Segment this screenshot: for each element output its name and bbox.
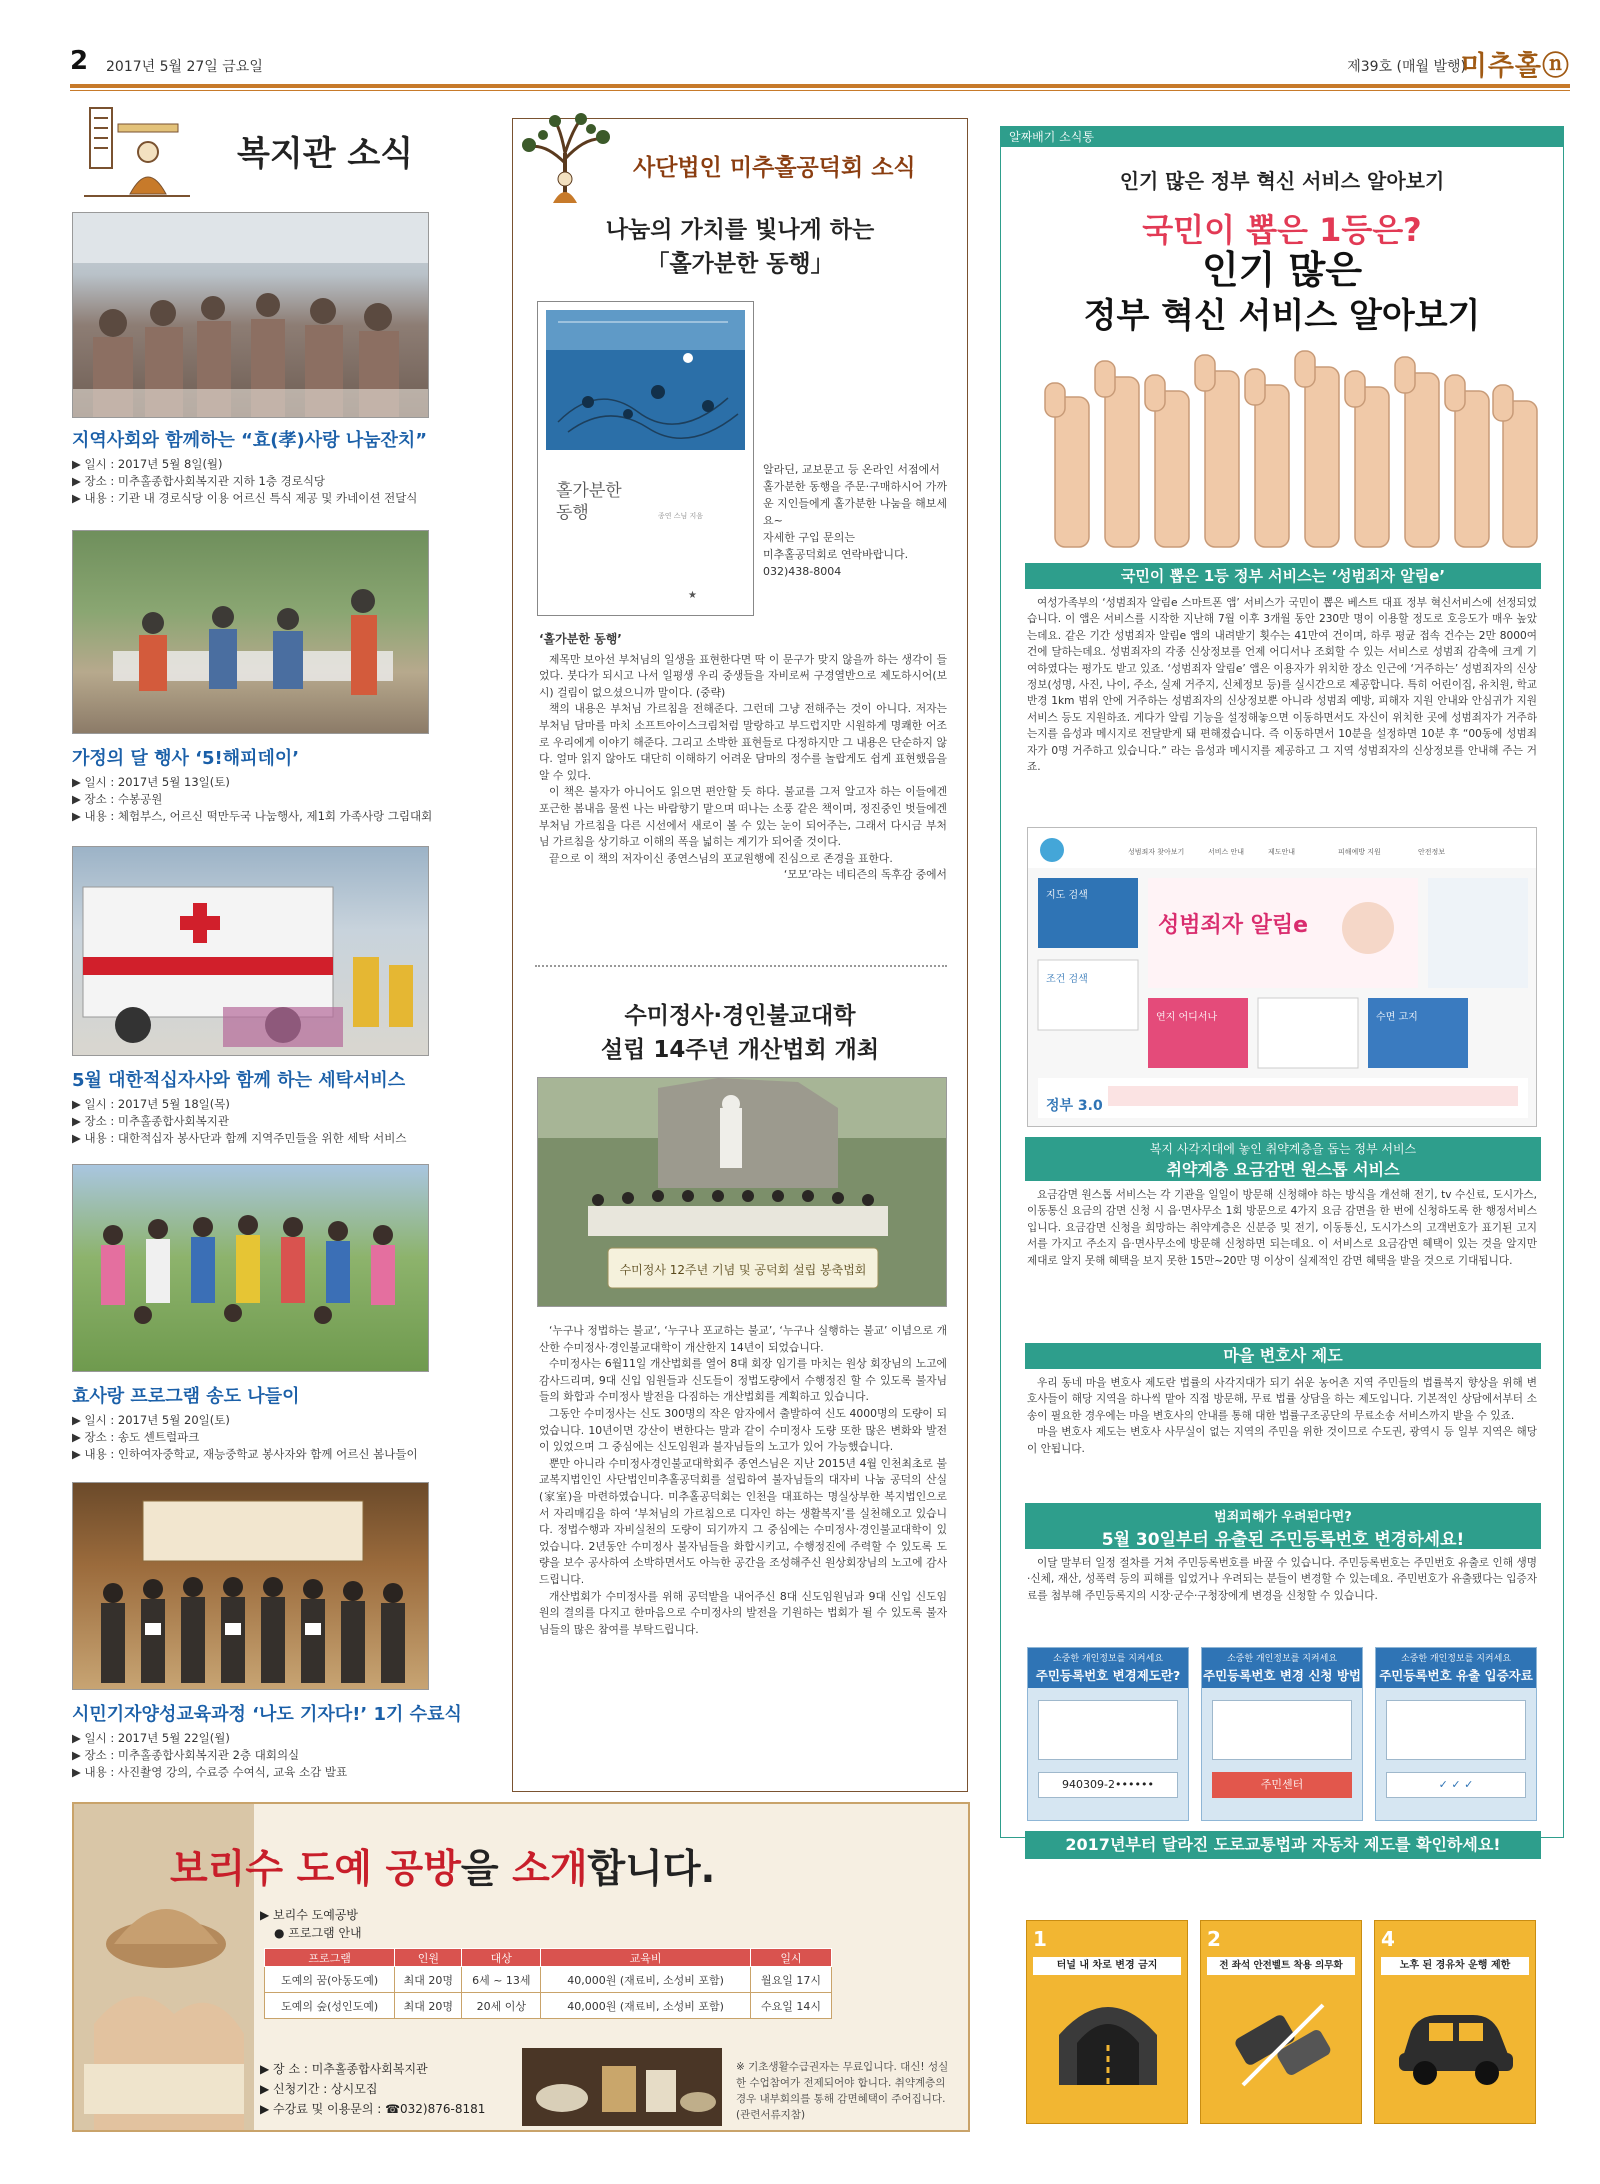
tree-monk-icon: [515, 113, 615, 205]
story-title: 5월 대한적십자사와 함께 하는 세탁서비스: [72, 1070, 406, 1091]
page-header: [70, 44, 1570, 84]
svg-text:종연 스님 지음: 종연 스님 지음: [658, 512, 704, 520]
svg-text:인기 많은: 인기 많은: [1201, 248, 1363, 292]
article-divider: [535, 965, 947, 967]
story-title: 가정의 달 행사 ‘5!해피데이’: [72, 748, 300, 769]
article2-headline: 수미정사·경인불교대학 설립 14주년 개산법회 개최: [600, 1003, 880, 1063]
monk-at-desk-icon: [82, 104, 192, 200]
pottery-workshop-ad: [72, 1802, 970, 2132]
sex-offender-alert-body: 여성가족부의 ‘성범죄자 알림e 스마트폰 앱’ 서비스가 국민이 뽑은 베스트 대표 정부 혁신서비스에 선정되었습니다. 이 앱은 서비스를 시작한 지난해 7월 이후 3개월 동안 230만 명이 이용할 정도로 호응도가 매우 높았는데요. 같은 기간 성범죄자 알림e 앱의 내려받기 횟수는 41만여 건이며, 하루 평균 접속 건수는 2만 8000여 건에 달하는데요. 성범죄자의 각종 신상정보를 언제 어디서나 조회할 수 있는 서비스로 성범죄 감축에 크게 기여하였다는 평가도 받고 있죠. ‘성범죄자 알림e’ 앱은 이용자가 위치한 장소 인근에 ‘거주하는’ 성범죄자의 신상정보(성명, 사진, 나이, 주소, 실제 거주지, 신체정보 등)를 실시간으로 제공합니다. 특히 어린이집, 유치원, 학교 반경 1km 범위 안에 거주하는 성범죄자의 신상정보뿐 아니라 성범죄 예방, 피해자 지원 안내와 안심귀가 지원 서비스 등도 지원하죠. 게다가 알림 기능을 설정해놓으면 이동하면서도 자신이 위치한 곳에 성범죄자가 거주하는지를 음성과 메시지로 전달받게 돼 편해졌습니다. 즉 이동하면서 10분을 설정하면 10분 후 “00동에 성범죄자가 0명 거주하고 있습니다.” 라는 음성과 메시지를 제공하고 그 지역 성범죄자의 신상정보를 안내해 주는 거죠.: [1027, 597, 1537, 774]
story-title: 지역사회와 함께하는 “효(孝)사랑 나눔잔치”: [72, 430, 428, 451]
ad-workshop-name: ▶ 보리수 도예공방: [260, 1908, 359, 1922]
book-cover: [537, 301, 754, 616]
gov-column-title: 인기 많은 정부 혁신 서비스 알아보기: [1119, 169, 1445, 193]
band-village-lawyer: 마을 변호사 제도: [1025, 1343, 1541, 1369]
band-sex-offender-alert: 국민이 뽑은 1등 정부 서비스는 ‘성범죄자 알림e’: [1025, 563, 1541, 589]
ad-place: ▶ 장 소 : 미추홀종합사회복지관: [260, 2062, 428, 2076]
photo-happy-day-event: [72, 530, 429, 734]
photo-sumi-temple-anniversary: [537, 1077, 947, 1307]
gov-poster: [1015, 201, 1549, 561]
rrn-card: 소중한 개인정보를 지켜세요 주민등록번호 변경 신청 방법 주민센터: [1201, 1647, 1363, 1821]
svg-text:제도안내: 제도안내: [1268, 848, 1296, 856]
svg-text:수면 고지: 수면 고지: [1376, 1012, 1418, 1023]
gov-services-column: [1000, 126, 1564, 1854]
photo-songdo-outing: [72, 1164, 429, 1372]
svg-text:성범죄자 찾아보기: 성범죄자 찾아보기: [1128, 848, 1185, 856]
band-traffic-law: 2017년부터 달라진 도로교통법과 자동차 제도를 확인하세요!: [1025, 1831, 1541, 1859]
foundation-column: [512, 118, 968, 1792]
traffic-card: 4 노후 된 경유차 운행 제한: [1374, 1920, 1536, 2124]
table-row: 도예의 숲(성인도예) 최대 20명 20세 이상 40,000원 (재료비, 소성비 포함) 수요일 14시: [265, 1993, 832, 2019]
ad-note: ※ 기초생활수급권자는 무료입니다. 대신! 성실한 수업참여가 전제되어야 합니다. 취약계층의 경우 내부회의를 통해 감면혜택이 주어집니다. (관련서류지참): [736, 2061, 949, 2121]
photo-red-cross-laundry: [72, 846, 429, 1056]
ad-program-table: 프로그램 인원 대상 교육비 일시 도예의 꿈(아동도예) 최대 20명 6세 ~ 13세 40,000원 (재료비, 소성비 포함) 월요일 17시 도예의 숲(성인도예) 최대 20명 20세 이상 40,000원 (재료비, 소성비 포함) 수요일 14시: [264, 1948, 832, 2019]
issue-number: 제39호 (매월 발행): [1347, 59, 1466, 75]
svg-text:홀가분한: 홀가분한: [556, 481, 622, 501]
header-divider: [70, 84, 1570, 88]
car-icon: [1393, 1991, 1519, 2091]
band-rrn-change: 범죄피해가 우려된다면? 5월 30일부터 유출된 주민등록번호 변경하세요!: [1025, 1503, 1541, 1549]
ad-title: 보리수 도예 공방을 소개합니다.: [170, 1847, 716, 1892]
svg-text:피해예방 지원: 피해예방 지원: [1338, 848, 1381, 856]
story-title: 효사랑 프로그램 송도 나들이: [72, 1386, 300, 1407]
ad-period: ▶ 신청기간 : 상시모집: [260, 2082, 378, 2096]
newspaper-logo: 미추홀ⓝ: [1460, 51, 1570, 82]
svg-text:정부 혁신 서비스 알아보기: 정부 혁신 서비스 알아보기: [1083, 296, 1481, 336]
anniversary-article: ‘누구나 정법하는 불교’, ‘누구나 포교하는 불교’, ‘누구나 실행하는 불교’ 이념으로 개산한 수미정사·경인불교대학이 개산한지 14년이 되었습니다. 수미정사는 6월11일 개산법회를 열어 8대 회장 임기를 마치는 원상 회장님의 노고에 감사드리며, 9대 신입 임원들과 신도들이 정법도량에서 수행정진 할 수 있도록 불자님들의 화합과 수미정사 발전을 다짐하는 개산법회를 계획하고 있습니다. 그동안 수미정사는 신도 300명의 작은 암자에서 출발하여 신도 4000명의 도량이 되었습니다. 10년이면 강산이 변한다는 말과 같이 수미정사 도량 또한 많은 변화와 발전이 있었으며 그 중심에는 신도임원과 불자님들의 노고가 있어 가능했습니다. 뿐만 아니라 수미정사경인불교대학회주 종연스님은 지난 2015년 4월 인천최초로 불교복지법인인 사단법인미추홀공덕회를 설립하여 불자님들의 대자비 나눔 공덕의 산실(家室)을 마련하였습니다. 미추홀공덕회는 인천을 대표하는 명실상부한 복지법인으로서 자리매김을 하여 ‘부처님의 가르침으로 디자인 하는 생활복지’를 실천해오고 있습니다. 정법수행과 자비실천의 도량이 되기까지 그 중심에는 수미정사·경인불교대학이 있었습니다. 2년동안 수미정사 불자님들을 화합시키고, 수행정진에 주력할 수 있도록 도량을 보수 공사하여 소박하면서도 아늑한 공간을 조성해주신 원상회장님의 노고에 감사드립니다. 개산법회가 수미정사를 위해 공덕밭을 내어주신 8대 신도임원님과 9대 신입 신도임원의 결의를 다지고 한마음으로 수미정사의 발전을 기원하는 법회가 될 수 있도록 불자님들의 많은 참여를 부탁드립니다.: [539, 1324, 947, 1636]
story-info: ▶ 일시 : 2017년 5월 8일(월) ▶ 장소 : 미추홀종합사회복지관 지하 1층 경로식당 ▶ 내용 : 기관 내 경로식당 이용 어르신 특식 제공 및 카네이션 전달식: [72, 457, 418, 505]
svg-text:연지 어디서나: 연지 어디서나: [1156, 1012, 1218, 1023]
ad-program-label: ● 프로그램 안내: [274, 1926, 362, 1940]
svg-text:동행: 동행: [556, 503, 589, 523]
story-info: ▶ 일시 : 2017년 5월 22일(월) ▶ 장소 : 미추홀종합사회복지관 2층 대회의실 ▶ 내용 : 사진촬영 강의, 수료증 수여식, 교육 소감 발표: [72, 1731, 348, 1779]
story-info: ▶ 일시 : 2017년 5월 20일(토) ▶ 장소 : 송도 센트럴파크 ▶ 내용 : 인하여자중학교, 재능중학교 봉사자와 함께 어르신 봄나들이: [72, 1413, 418, 1461]
band-fee-reduction: 복지 사각지대에 놓인 취약계층을 돕는 정부 서비스 취약계층 요금감면 원스톱 서비스: [1025, 1137, 1541, 1181]
traffic-card: 2 전 좌석 안전벨트 착용 의무화: [1200, 1920, 1362, 2124]
rrn-change-body: 이달 말부터 일정 절차를 거쳐 주민등록번호를 바꿀 수 있습니다. 주민등록번호는 주민번호 유출로 인해 생명·신체, 재산, 성폭력 등의 피해를 입었거나 우려되는 분들이 변경할 수 있는데요. 주민번호가 유출됐다는 입증자료를 첨부해 주민등록지의 시장·군수·구청장에게 변경을 신청할 수 있습니다.: [1027, 1557, 1537, 1602]
header-divider-thin: [70, 90, 1570, 91]
column-tag: 알짜배기 소식통: [1001, 127, 1563, 147]
svg-text:성범죄자 알림e: 성범죄자 알림e: [1158, 913, 1309, 938]
story-info: ▶ 일시 : 2017년 5월 13일(토) ▶ 장소 : 수봉공원 ▶ 내용 : 체험부스, 어르신 떡만두국 나눔행사, 제1회 가족사랑 그림대회: [72, 775, 433, 823]
rrn-card: 소중한 개인정보를 지켜세요 주민등록번호 유출 입증자료 ✓ ✓ ✓: [1375, 1647, 1537, 1821]
tunnel-icon: [1049, 1985, 1167, 2095]
photo-citizen-reporter-graduation: [72, 1482, 429, 1690]
village-lawyer-body: 우리 동네 마을 변호사 제도란 법률의 사각지대가 되기 쉬운 농어촌 지역 주민들의 법률복지 향상을 위해 변호사들이 해당 지역을 하나씩 맡아 직접 방문해, 무료 법률 상담을 하는 제도입니다. 기본적인 상담에서부터 소송이 필요한 경우에는 마을 변호사의 안내를 통해 대한 법률구조공단의 무료소송 서비스까지 받을 수 있죠. 마을 변호사 제도는 변호사 사무실이 없는 지역의 주민을 위한 것이므로 수도권, 광역시 등 일부 지역은 해당이 안됩니다.: [1027, 1377, 1537, 1455]
seatbelt-icon: [1223, 1985, 1341, 2095]
sex-offender-website-screenshot: [1027, 827, 1537, 1127]
page-number: 2: [70, 46, 89, 76]
svg-text:지도 검색: 지도 검색: [1046, 890, 1088, 901]
book-review: ‘홀가분한 동행’ 제목만 보아선 부처님의 일생을 표현한다면 딱 이 문구가 맞지 않을까 하는 생각이 들었다. 붓다가 되시고 나서 일평생 우리 중생들을 자비로써 구경열반으로 제도하시어(보시) 걸림이 없으셨으니까 말이다. (중략) 책의 내용은 부처님 가르침을 전해준다. 그런데 그냥 전해주는 것이 아니다. 저자는 부처님 담마를 마치 소프트아이스크림처럼 말랑하고 부드럽지만 시원하게 명쾌한 어조로 우리에게 이야기 해준다. 그리고 소박한 표현들로 다정하지만 그 내용은 단순하지 않다. 얼마 읽지 않아도 대단히 이해하기 어려운 담마의 정수를 놀랍게도 쉽게 표현했음을 알 수 있다. 이 책은 불자가 아니어도 읽으면 편안할 듯 하다. 불교를 그저 알고자 하는 이들에겐 포근한 봄내음 물씬 나는 바람향기 맡으며 떠나는 소풍 같은 책이며, 정진중인 벗들에겐 부처님 가르침을 다른 시선에서 새로이 볼 수 있는 눈이 되어주는, 그래서 다시금 부처님 가르침을 상기하고 이해의 폭을 넓히는 계기가 되어줄 것이다. 끝으로 이 책의 저자이신 종연스님의 포교원행에 진심으로 존경을 표한다. ‘모모’라는 네티즌의 독후감 중에서: [539, 632, 947, 882]
svg-text:★: ★: [688, 590, 697, 601]
story-info: ▶ 일시 : 2017년 5월 18일(목) ▶ 장소 : 미추홀종합사회복지관 ▶ 내용 : 대한적십자 봉사단과 함께 지역주민들을 위한 세탁 서비스: [72, 1097, 407, 1145]
fee-reduction-body: 요금감면 원스톱 서비스는 각 기관을 일일이 방문해 신청해야 하는 방식을 개선해 전기, tv 수신료, 도시가스, 이동통신 요금의 감면 신청 시 읍·면사무소 1회 방문으로 4가지 요금 감면을 한 번에 신청하도록 한 행정서비스입니다. 요금감면 신청을 희망하는 취약계층은 신분증 및 전기, 이동통신, 도시가스의 고객번호가 표기된 고지서를 가지고 주소지 읍·면사무소에 방문해 신청하면 되는데요. 이 서비스로 요금감면 혜택이 있는 것을 알지만 제대로 알지 못해 혜택을 보지 못한 15만~20만 명 이상이 실제적인 감면 혜택을 받을 것으로 기대됩니다.: [1027, 1189, 1537, 1267]
photo-hyo-sarang-party: [72, 212, 429, 418]
foundation-section-title: 사단법인 미추홀공덕회 소식: [633, 155, 916, 181]
article1-headline: 나눔의 가치를 빛나게 하는 「홀가분한 동행」: [605, 217, 875, 277]
anniversary-banner: 수미정사 12주년 기념 및 공덕회 설립 봉축법회: [619, 1263, 867, 1277]
svg-text:서비스 안내: 서비스 안내: [1208, 848, 1245, 856]
svg-text:조건 검색: 조건 검색: [1046, 974, 1088, 985]
ad-contact: ▶ 수강료 및 이용문의 : ☎032)876-8181: [260, 2102, 486, 2116]
story-title: 시민기자양성교육과정 ‘나도 기자다!’ 1기 수료식: [72, 1704, 462, 1725]
issue-date: 2017년 5월 27일 금요일: [106, 59, 263, 75]
welfare-section-title: 복지관 소식: [237, 134, 414, 174]
rrn-card: 소중한 개인정보를 지켜세요 주민등록번호 변경제도란? 940309-2••••••: [1027, 1647, 1189, 1821]
table-row: 도예의 꿈(아동도예) 최대 20명 6세 ~ 13세 40,000원 (재료비, 소성비 포함) 월요일 17시: [265, 1967, 832, 1993]
svg-text:국민이 뽑은 1등은?: 국민이 뽑은 1등은?: [1142, 211, 1422, 249]
pottery-products-image: [522, 2048, 722, 2126]
traffic-card: 1 터널 내 차로 변경 금지: [1026, 1920, 1188, 2124]
svg-text:정부 3.0: 정부 3.0: [1046, 1098, 1103, 1114]
svg-text:안전정보: 안전정보: [1418, 848, 1446, 856]
book-purchase-note: 알라딘, 교보문고 등 온라인 서점에서 홀가분한 동행을 주문·구매하시어 가까운 지인들에게 홀가분한 나눔을 해보세요~ 자세한 구입 문의는 미추홀공덕회로 연락바랍니다. 032)438-8004: [763, 463, 948, 578]
